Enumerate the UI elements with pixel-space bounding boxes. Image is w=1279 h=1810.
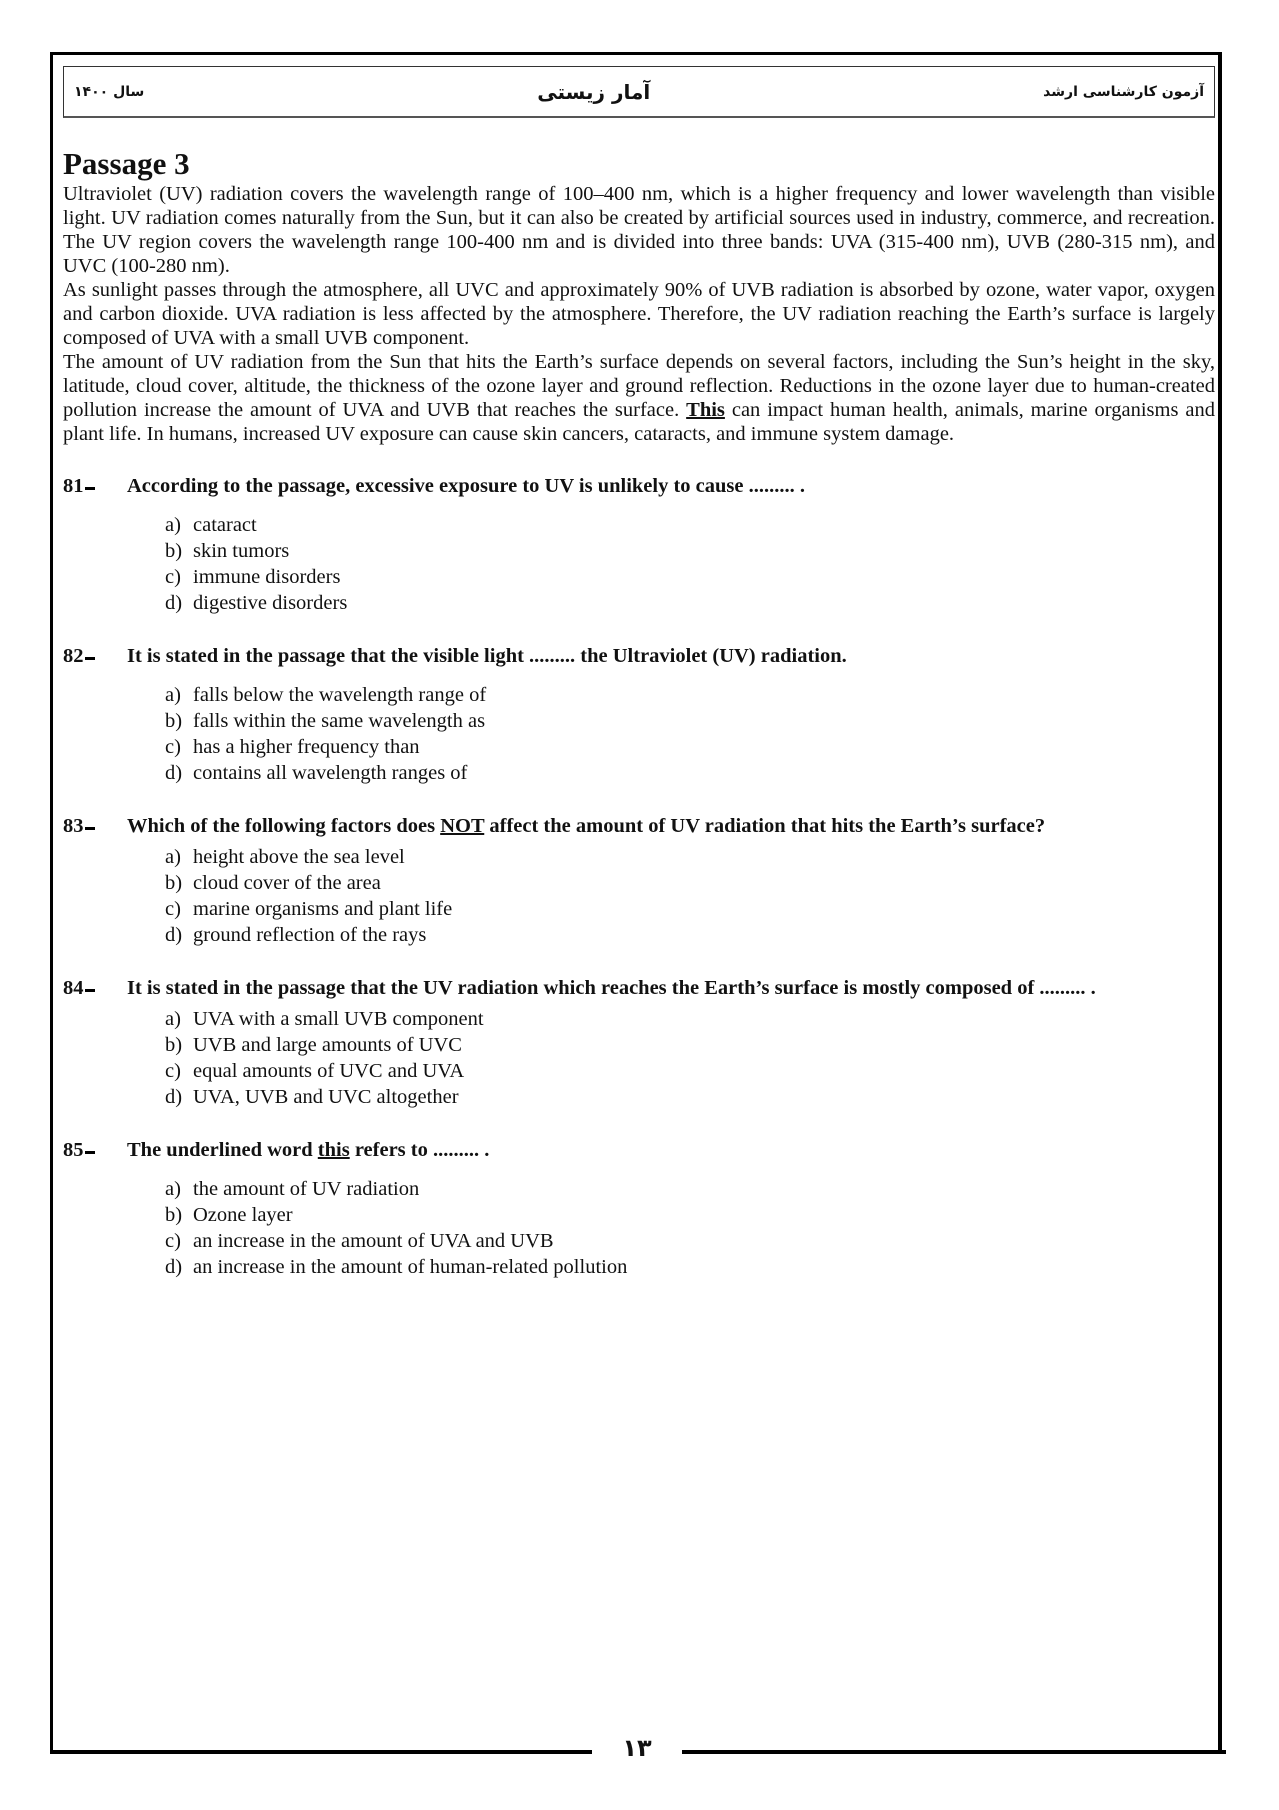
question-text: It is stated in the passage that the visible light ......... the Ultraviolet (UV) radiation.: [127, 645, 847, 667]
option-c[interactable]: c) an increase in the amount of UVA and UVB: [165, 1230, 554, 1252]
option-a[interactable]: a) the amount of UV radiation: [165, 1178, 420, 1200]
underlined-word-this: This: [686, 399, 725, 421]
page-content: [63, 140, 1215, 1280]
exam-year: سال ۱۴۰۰: [74, 83, 145, 100]
option-d[interactable]: d) UVA, UVB and UVC altogether: [165, 1086, 459, 1108]
option-c[interactable]: c) equal amounts of UVC and UVA: [165, 1060, 465, 1082]
option-b[interactable]: b) cloud cover of the area: [165, 872, 381, 894]
question-82: [63, 638, 1215, 786]
question-number: 82: [63, 638, 127, 674]
option-a[interactable]: a) UVA with a small UVB component: [165, 1008, 484, 1030]
option-c[interactable]: c) immune disorders: [165, 566, 341, 588]
question-85: [63, 1132, 1215, 1280]
underlined-word-not: NOT: [440, 815, 485, 837]
option-a[interactable]: a) cataract: [165, 514, 257, 536]
passage-paragraph-1: Ultraviolet (UV) radiation covers the wavelength range of 100–400 nm, which is a higher frequency and lower wavelength than visible light. UV radiation comes naturally from the Sun, but it can also be created by artificial sources used in industry, commerce, and recreation. The UV region covers the wavelength range 100-400 nm and is divided into three bands: UVA (315-400 nm), UVB (280-315 nm), and UVC (100-280 nm).: [63, 183, 1215, 277]
question-text: Which of the following factors does NOT affect the amount of UV radiation that hits the Earth’s surface?: [127, 815, 1046, 837]
options-list: [63, 512, 1215, 616]
option-d[interactable]: d) ground reflection of the rays: [165, 924, 427, 946]
options-list: [63, 844, 1215, 948]
option-a[interactable]: a) falls below the wavelength range of: [165, 684, 487, 706]
question-number: 81: [63, 468, 127, 504]
dash-mark-icon: [85, 1151, 95, 1154]
footer-rule-left: [50, 1750, 592, 1754]
option-b[interactable]: b) skin tumors: [165, 540, 290, 562]
dash-mark-icon: [85, 657, 95, 660]
dash-mark-icon: [85, 487, 95, 490]
question-number: 84: [63, 970, 127, 1006]
option-a[interactable]: a) height above the sea level: [165, 846, 405, 868]
options-list: [63, 682, 1215, 786]
question-number: 85: [63, 1132, 127, 1168]
question-text: It is stated in the passage that the UV radiation which reaches the Earth’s surface is mostly composed of ......... .: [127, 977, 1096, 999]
options-list: [63, 1176, 1215, 1280]
option-b[interactable]: b) falls within the same wavelength as: [165, 710, 486, 732]
question-number: 83: [63, 808, 127, 844]
passage-paragraph-3: [63, 350, 1215, 446]
question-81: [63, 468, 1215, 616]
paragraph-3-before: The amount of UV radiation from the Sun that hits the Earth’s surface depends on several factors, including the Sun’s height in the sky, latitude, cloud cover, altitude, the thickness of the ozone layer and ground reflection. Reductions in the ozone layer due to human-created pollution increase the amount of UVA and UVB that reaches the surface.: [63, 351, 1215, 421]
question-83: [63, 808, 1215, 948]
question-text: The underlined word this refers to ......... .: [127, 1139, 490, 1161]
underlined-word-this: this: [317, 1139, 350, 1161]
page-number: ۱۳: [622, 1734, 652, 1762]
question-text: According to the passage, excessive exposure to UV is unlikely to cause ......... .: [127, 475, 805, 497]
passage-paragraph-2: As sunlight passes through the atmosphere, all UVC and approximately 90% of UVB radiation is absorbed by ozone, water vapor, oxygen and carbon dioxide. UVA radiation is less affected by the atmosphere. Therefore, the UV radiation reaching the Earth’s surface is largely composed of UVA with a small UVB component.: [63, 279, 1215, 349]
option-d[interactable]: d) digestive disorders: [165, 592, 348, 614]
option-b[interactable]: b) UVB and large amounts of UVC: [165, 1034, 462, 1056]
option-d[interactable]: d) contains all wavelength ranges of: [165, 762, 468, 784]
option-c[interactable]: c) has a higher frequency than: [165, 736, 420, 758]
exam-name: آزمون کارشناسی ارشد: [1043, 83, 1204, 100]
options-list: [63, 1006, 1215, 1110]
question-84: [63, 970, 1215, 1110]
option-c[interactable]: c) marine organisms and plant life: [165, 898, 453, 920]
paragraph-3-after: can impact human health, animals, marine organisms and plant life. In humans, increased UV exposure can cause skin cancers, cataracts, and immune system damage.: [63, 399, 1215, 445]
footer-rule-right: [682, 1750, 1226, 1754]
option-d[interactable]: d) an increase in the amount of human-related pollution: [165, 1256, 628, 1278]
page-header: [63, 66, 1215, 118]
dash-mark-icon: [85, 827, 95, 830]
dash-mark-icon: [85, 989, 95, 992]
subject-title: آمار زیستی: [537, 79, 651, 104]
passage-title: Passage 3: [63, 146, 190, 181]
option-b[interactable]: b) Ozone layer: [165, 1204, 293, 1226]
